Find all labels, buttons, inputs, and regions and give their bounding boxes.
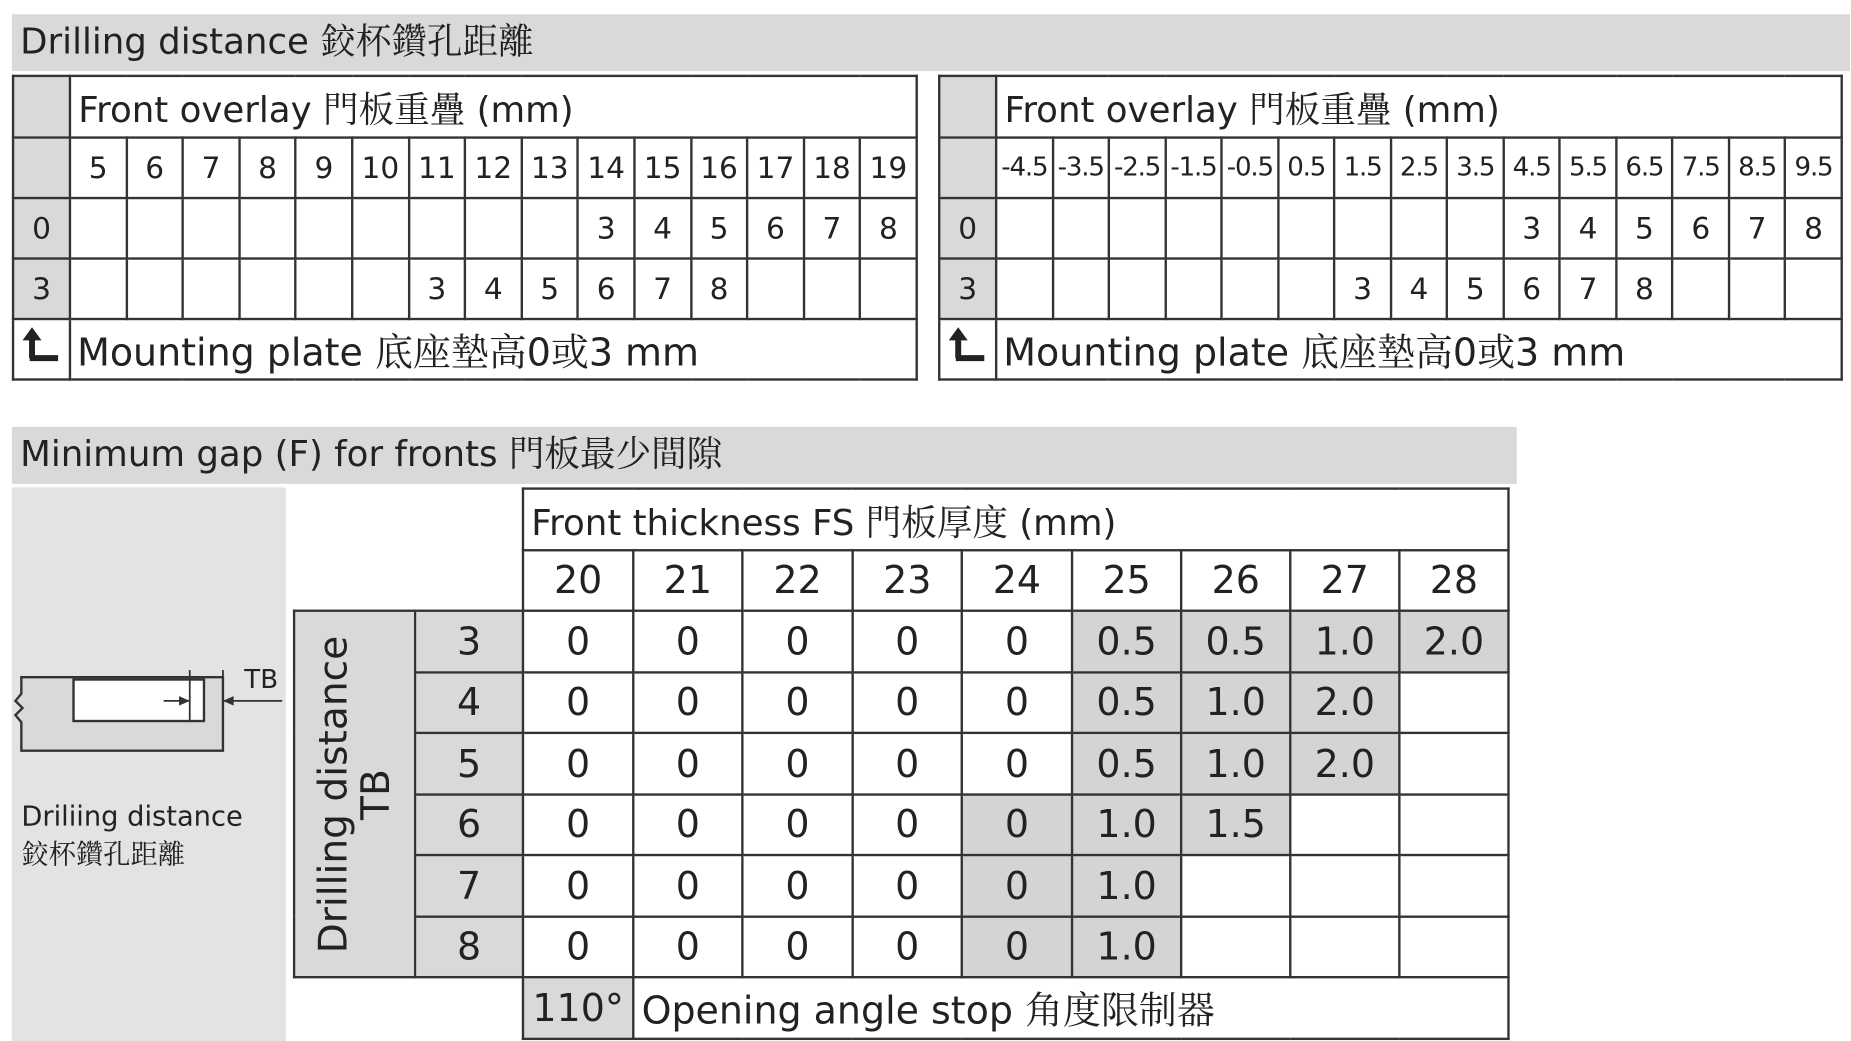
drilling-distance-cell [804, 259, 860, 319]
gap-value-cell [1399, 794, 1508, 855]
minimum-gap-heading: Minimum gap (F) for fronts 門板最少間隙 [12, 427, 1517, 484]
drilling-distance-cell [126, 198, 182, 258]
tb-value-cell: 8 [415, 916, 523, 977]
tb-dimension-label: TB [244, 665, 279, 695]
drilling-distance-cell: 7 [634, 259, 690, 319]
gap-value-cell: 0 [742, 672, 852, 733]
gap-value-cell [1181, 916, 1290, 977]
empty-corner [294, 489, 523, 550]
tb-value-cell: 7 [415, 855, 523, 916]
drilling-distance-cell: 6 [578, 259, 634, 319]
gap-value-cell: 0 [962, 916, 1072, 977]
thickness-column-header: 24 [962, 550, 1072, 611]
overlay-column-header: 7.5 [1673, 138, 1729, 198]
overlay-column-header: 19 [860, 138, 917, 198]
overlay-column-headers [13, 138, 917, 198]
gap-value-cell: 0 [742, 794, 852, 855]
gap-value-cell [1290, 855, 1399, 916]
front-overlay-caption: Front overlay 門板重疊 (mm) [70, 76, 917, 138]
drilling-distance-cell [747, 259, 803, 319]
overlay-column-header: 17 [747, 138, 803, 198]
gap-value-cell: 0.5 [1072, 611, 1181, 672]
drilling-distance-cell: 4 [1391, 259, 1447, 319]
drilling-distance-cell: 3 [409, 259, 465, 319]
gap-value-cell: 0 [853, 855, 962, 916]
row-label-line1: Drilling distance [309, 635, 356, 953]
gap-value-cell: 2.0 [1290, 733, 1399, 794]
drilling-distance-cell: 4 [1560, 198, 1616, 258]
table-row [294, 733, 1508, 794]
gap-value-cell: 1.0 [1290, 611, 1399, 672]
gap-value-cell [1181, 855, 1290, 916]
thickness-column-header: 20 [523, 550, 633, 611]
overlay-column-headers [939, 138, 1841, 198]
thickness-column-header: 21 [633, 550, 742, 611]
drilling-distance-cell [1729, 259, 1785, 319]
overlay-column-header: -4.5 [996, 138, 1052, 198]
row-label-line2: TB [352, 768, 399, 820]
gap-value-cell: 0.5 [1181, 611, 1290, 672]
drilling-distance-cell [239, 198, 295, 258]
corner-cell [13, 76, 70, 138]
gap-value-cell: 0 [633, 794, 742, 855]
drilling-distance-cell [1222, 259, 1278, 319]
table-row [294, 672, 1508, 733]
drilling-distance-cell: 7 [1729, 198, 1785, 258]
gap-value-cell: 1.0 [1072, 794, 1181, 855]
overlay-column-header: 0.5 [1278, 138, 1334, 198]
gap-value-cell: 0 [633, 733, 742, 794]
thickness-column-header: 25 [1072, 550, 1181, 611]
drilling-distance-tb-label [294, 611, 415, 977]
mounting-plate-row-label: 3 [939, 259, 996, 319]
overlay-column-header: 18 [804, 138, 860, 198]
thickness-column-header: 22 [742, 550, 852, 611]
overlay-column-header: 13 [521, 138, 577, 198]
overlay-column-header: 5 [70, 138, 126, 198]
drilling-distance-cell [296, 198, 352, 258]
overlay-column-header: 2.5 [1391, 138, 1447, 198]
drilling-distance-cell: 7 [804, 198, 860, 258]
gap-value-cell: 1.0 [1181, 733, 1290, 794]
overlay-column-header: 10 [352, 138, 408, 198]
overlay-column-header: 11 [409, 138, 465, 198]
table-row [939, 259, 1841, 319]
mounting-plate-row-label: 0 [939, 198, 996, 258]
drilling-distance-diagram-panel [12, 487, 286, 1041]
overlay-column-header: 8 [239, 138, 295, 198]
overlay-column-header: -2.5 [1109, 138, 1165, 198]
drilling-distance-cell: 6 [747, 198, 803, 258]
gap-value-cell: 1.0 [1181, 672, 1290, 733]
gap-value-cell: 0.5 [1072, 733, 1181, 794]
gap-value-cell: 0 [523, 794, 633, 855]
gap-value-cell: 0 [742, 611, 852, 672]
thickness-column-header: 23 [853, 550, 962, 611]
drilling-distance-cell [996, 259, 1052, 319]
gap-value-cell: 0 [633, 916, 742, 977]
overlay-column-header: 14 [578, 138, 634, 198]
gap-value-cell [1399, 855, 1508, 916]
drilling-distance-cell: 8 [1785, 198, 1841, 258]
mounting-plate-arrow-icon [13, 319, 70, 379]
drilling-distance-cell [239, 259, 295, 319]
table-row [13, 259, 917, 319]
corner-cell [939, 76, 996, 138]
drilling-distance-cell [1165, 259, 1221, 319]
gap-value-cell [1399, 733, 1508, 794]
drilling-distance-cell [1334, 198, 1390, 258]
overlay-column-header: 7 [183, 138, 239, 198]
thickness-column-headers [294, 550, 1508, 611]
gap-value-cell: 0 [853, 611, 962, 672]
empty-corner [294, 977, 523, 1038]
gap-value-cell: 0 [523, 733, 633, 794]
front-thickness-caption: Front thickness FS 門板厚度 (mm) [523, 489, 1509, 550]
table-row [939, 198, 1841, 258]
drilling-distance-heading: Drilling distance 鉸杯鑽孔距離 [12, 14, 1850, 71]
drilling-distance-cell: 8 [860, 198, 917, 258]
overlay-column-header: 3.5 [1447, 138, 1503, 198]
drilling-distance-cell [1391, 198, 1447, 258]
gap-value-cell: 0 [633, 855, 742, 916]
gap-value-cell: 2.0 [1290, 672, 1399, 733]
tb-value-cell: 4 [415, 672, 523, 733]
mounting-plate-label: Mounting plate 底座墊高0或3 mm [70, 319, 917, 379]
drilling-distance-cell [1053, 198, 1109, 258]
drilling-distance-cell [352, 259, 408, 319]
drilling-distance-cell [1447, 198, 1503, 258]
overlay-column-header: 16 [691, 138, 747, 198]
corner-cell [13, 138, 70, 198]
gap-value-cell: 0 [742, 733, 852, 794]
drilling-distance-cell [860, 259, 917, 319]
tb-value-cell: 5 [415, 733, 523, 794]
drilling-distance-cell [1165, 198, 1221, 258]
drilling-distance-cell: 4 [634, 198, 690, 258]
tb-value-cell: 3 [415, 611, 523, 672]
drilling-distance-cell: 8 [1616, 259, 1672, 319]
overlay-column-header: 1.5 [1334, 138, 1390, 198]
drilling-distance-cell [352, 198, 408, 258]
mounting-plate-arrow-icon [939, 319, 996, 379]
overlay-column-header: -3.5 [1053, 138, 1109, 198]
gap-value-cell: 0 [523, 611, 633, 672]
drilling-distance-cell: 5 [1447, 259, 1503, 319]
mounting-plate-row-label: 3 [13, 259, 70, 319]
mounting-plate-row-label: 0 [13, 198, 70, 258]
thickness-column-header: 26 [1181, 550, 1290, 611]
drilling-distance-cell [183, 198, 239, 258]
gap-value-cell: 0.5 [1072, 672, 1181, 733]
gap-value-cell: 0 [523, 916, 633, 977]
drilling-distance-cell [1222, 198, 1278, 258]
drilling-distance-cell [296, 259, 352, 319]
drilling-distance-cell [1278, 259, 1334, 319]
drilling-distance-cell [1053, 259, 1109, 319]
overlay-column-header: 4.5 [1503, 138, 1559, 198]
front-overlay-caption: Front overlay 門板重疊 (mm) [996, 76, 1842, 138]
corner-cell [939, 138, 996, 198]
drilling-table-left [12, 75, 918, 381]
gap-value-cell: 0 [633, 672, 742, 733]
gap-value-cell: 0 [853, 733, 962, 794]
gap-value-cell: 0 [962, 611, 1072, 672]
overlay-column-header: 12 [465, 138, 521, 198]
gap-value-cell: 0 [523, 672, 633, 733]
drilling-distance-cell [126, 259, 182, 319]
overlay-column-header: 9.5 [1785, 138, 1841, 198]
table-row [294, 611, 1508, 672]
gap-value-cell: 0 [962, 794, 1072, 855]
drilling-distance-cell: 6 [1673, 198, 1729, 258]
thickness-column-header: 27 [1290, 550, 1399, 611]
thickness-column-header: 28 [1399, 550, 1508, 611]
side-caption-chinese: 鉸杯鑽孔距離 [21, 839, 186, 871]
gap-value-cell: 0 [962, 855, 1072, 916]
gap-value-cell [1290, 916, 1399, 977]
drilling-distance-cell [1109, 198, 1165, 258]
drilling-distance-cell: 5 [1616, 198, 1672, 258]
table-row [294, 916, 1508, 977]
overlay-column-header: 6 [126, 138, 182, 198]
gap-value-cell: 0 [523, 855, 633, 916]
drilling-distance-cell [1673, 259, 1729, 319]
drilling-distance-cell: 5 [521, 259, 577, 319]
overlay-column-header: 15 [634, 138, 690, 198]
gap-value-cell [1290, 794, 1399, 855]
empty-corner [294, 550, 523, 611]
drilling-distance-cell [521, 198, 577, 258]
gap-value-cell: 0 [853, 916, 962, 977]
table-row [294, 794, 1508, 855]
overlay-column-header: 8.5 [1729, 138, 1785, 198]
gap-value-cell: 0 [853, 672, 962, 733]
gap-value-cell: 1.5 [1181, 794, 1290, 855]
drilling-table-right [938, 75, 1843, 381]
drilling-distance-cell: 3 [1503, 198, 1559, 258]
drilling-distance-cell: 3 [578, 198, 634, 258]
gap-value-cell: 1.0 [1072, 916, 1181, 977]
overlay-column-header: -1.5 [1165, 138, 1221, 198]
drilling-distance-cell [1109, 259, 1165, 319]
side-caption-english: Driliing distance [21, 801, 243, 833]
minimum-gap-table [293, 487, 1510, 1039]
opening-angle-stop-label: Opening angle stop 角度限制器 [633, 977, 1508, 1038]
gap-value-cell: 2.0 [1399, 611, 1508, 672]
overlay-column-header: 9 [296, 138, 352, 198]
overlay-column-header: -0.5 [1222, 138, 1278, 198]
gap-value-cell: 0 [633, 611, 742, 672]
drilling-distance-cell [1278, 198, 1334, 258]
drilling-distance-cell: 7 [1560, 259, 1616, 319]
mounting-plate-label: Mounting plate 底座墊高0或3 mm [996, 319, 1842, 379]
gap-value-cell: 0 [853, 794, 962, 855]
drilling-distance-cell [183, 259, 239, 319]
drilling-distance-cell [996, 198, 1052, 258]
drilling-distance-cell [465, 198, 521, 258]
drilling-distance-cell: 4 [465, 259, 521, 319]
overlay-column-header: 5.5 [1560, 138, 1616, 198]
gap-value-cell: 0 [742, 855, 852, 916]
drilling-distance-cell [409, 198, 465, 258]
gap-value-cell [1399, 672, 1508, 733]
drilling-distance-cell [70, 259, 126, 319]
overlay-column-header: 6.5 [1616, 138, 1672, 198]
tb-value-cell: 6 [415, 794, 523, 855]
gap-value-cell: 1.0 [1072, 855, 1181, 916]
table-row [294, 855, 1508, 916]
drilling-distance-cell [70, 198, 126, 258]
gap-value-cell: 0 [962, 672, 1072, 733]
drilling-distance-cell [1785, 259, 1841, 319]
opening-angle-value: 110° [523, 977, 633, 1038]
side-caption [21, 798, 242, 874]
gap-value-cell: 0 [962, 733, 1072, 794]
table-row [13, 198, 917, 258]
gap-value-cell [1399, 916, 1508, 977]
drilling-distance-cell: 6 [1503, 259, 1559, 319]
drilling-distance-cell: 3 [1334, 259, 1390, 319]
gap-value-cell: 0 [742, 916, 852, 977]
drilling-distance-cell: 5 [691, 198, 747, 258]
drilling-distance-cell: 8 [691, 259, 747, 319]
